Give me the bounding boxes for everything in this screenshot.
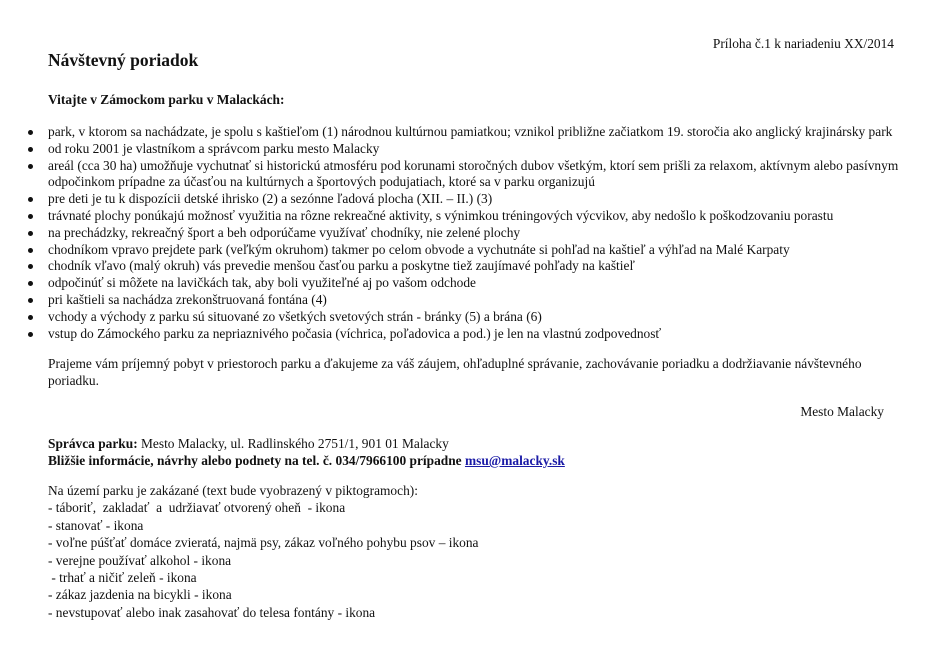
welcome-heading: Vitajte v Zámockom parku v Malackách: bbox=[48, 92, 285, 107]
list-item-text: odpočinúť si môžete na lavičkách tak, aby boli využiteľné aj po vašom odchode bbox=[48, 275, 477, 291]
annex-note: Príloha č.1 k nariadeniu XX/2014 bbox=[712, 36, 894, 51]
list-item bbox=[26, 292, 926, 309]
contact-line bbox=[48, 452, 565, 469]
prohibited-item: - zákaz jazdenia na bicykli - ikona bbox=[48, 587, 232, 603]
prohibited-section bbox=[48, 482, 478, 621]
park-info-list bbox=[26, 124, 926, 342]
list-item-text: vstup do Zámockého parku za nepriaznivého počasia (víchrica, poľadovica a pod.) je len na vlastnú zodpovednosť bbox=[48, 325, 662, 341]
bullet-icon bbox=[28, 147, 33, 152]
list-item bbox=[26, 208, 926, 225]
bullet-icon bbox=[28, 231, 33, 236]
bullet-icon bbox=[28, 130, 33, 135]
signature: Mesto Malacky bbox=[800, 404, 884, 419]
bullet-icon bbox=[28, 264, 33, 269]
prohibited-item: - trhať a ničiť zeleň - ikona bbox=[48, 570, 197, 586]
list-item-text: na prechádzky, rekreačný šport a beh odporúčame využívať chodníky, nie zelené plochy bbox=[48, 224, 521, 240]
bullet-icon bbox=[28, 164, 33, 169]
list-item bbox=[26, 141, 926, 158]
list-item-text: chodníkom vpravo prejdete park (veľkým okruhom) takmer po celom obvode a vychutnáte si pohľad na kaštieľ a výhľad na Malé Karpaty bbox=[48, 241, 790, 257]
bullet-icon bbox=[28, 214, 33, 219]
prohibited-item: - voľne púšťať domáce zvieratá, najmä psy, zákaz voľného pohybu psov – ikona bbox=[48, 535, 479, 551]
bullet-icon bbox=[28, 315, 33, 320]
list-item-text: chodník vľavo (malý okruh) vás prevedie menšou časťou parku a poskytne tiež zaujímavé pohľady na kaštieľ bbox=[48, 258, 635, 274]
list-item bbox=[26, 225, 926, 242]
list-item-text: trávnaté plochy ponúkajú možnosť využitia na rôzne rekreačné aktivity, s výnimkou tréningových výcvikov, aby nedošlo k poškodzovaniu porastu bbox=[48, 207, 834, 223]
prohibited-intro: Na území parku je zakázané (text bude vyobrazený v piktogramoch): bbox=[48, 483, 418, 498]
administrator-line bbox=[48, 435, 565, 452]
bullet-icon bbox=[28, 281, 33, 286]
administrator-label: Správca parku: bbox=[48, 436, 138, 451]
list-item-text: od roku 2001 je vlastníkom a správcom parku mesto Malacky bbox=[48, 140, 380, 156]
list-item bbox=[26, 242, 926, 259]
list-item-text: park, v ktorom sa nachádzate, je spolu s kaštieľom (1) národnou kultúrnou pamiatkou; vznikol približne začiatkom 19. storočia ako anglický krajinársky park bbox=[48, 124, 893, 139]
page-title: Návštevný poriadok bbox=[48, 50, 199, 70]
prohibited-item: - stanovať - ikona bbox=[48, 517, 144, 533]
list-item-text: pri kaštieli sa nachádza zrekonštruovaná fontána (4) bbox=[48, 291, 327, 307]
list-item-text: areál (cca 30 ha) umožňuje vychutnať si historickú atmosféru pod korunami storočných dubov všetkým, ktorí sem prišli za relaxom, aktívnym alebo pasívnym odpočinkom prípadne za účasťou na kultúrnych a športových podujatiach, ktoré sa v parku organizujú bbox=[48, 157, 899, 190]
list-item bbox=[26, 258, 926, 275]
contact-text: Bližšie informácie, návrhy alebo podnety na tel. č. 034/7966100 prípadne bbox=[48, 453, 465, 468]
bullet-icon bbox=[28, 298, 33, 303]
prohibited-item: - táboriť, zakladať a udržiavať otvorený oheň - ikona bbox=[48, 500, 346, 516]
list-item-text: pre deti je tu k dispozícii detské ihrisko (2) a sezónne ľadová plocha (XII. – II.) (3) bbox=[48, 191, 493, 207]
park-administrator-block bbox=[48, 435, 565, 469]
bullet-icon bbox=[28, 197, 33, 202]
prohibited-item: - nevstupovať alebo inak zasahovať do telesa fontány - ikona bbox=[48, 604, 376, 620]
list-item bbox=[26, 124, 926, 141]
bullet-icon bbox=[28, 248, 33, 253]
email-link[interactable]: msu@malacky.sk bbox=[464, 453, 565, 468]
list-item-text: vchody a východy z parku sú situované zo všetkých svetových strán - bránky (5) a brána (6) bbox=[48, 308, 542, 324]
list-item bbox=[26, 309, 926, 326]
list-item bbox=[26, 275, 926, 292]
prohibited-item: - verejne používať alkohol - ikona bbox=[48, 552, 232, 568]
bullet-icon bbox=[28, 332, 33, 337]
list-item bbox=[26, 326, 926, 343]
closing-paragraph: Prajeme vám príjemný pobyt v priestoroch parku a ďakujeme za váš záujem, ohľaduplné správanie, zachovávanie poriadku a dodržiavanie návštevného poriadku. bbox=[48, 356, 862, 388]
administrator-value: Mesto Malacky, ul. Radlinského 2751/1, 901 01 Malacky bbox=[137, 436, 449, 451]
list-item bbox=[26, 158, 926, 192]
list-item bbox=[26, 191, 926, 208]
